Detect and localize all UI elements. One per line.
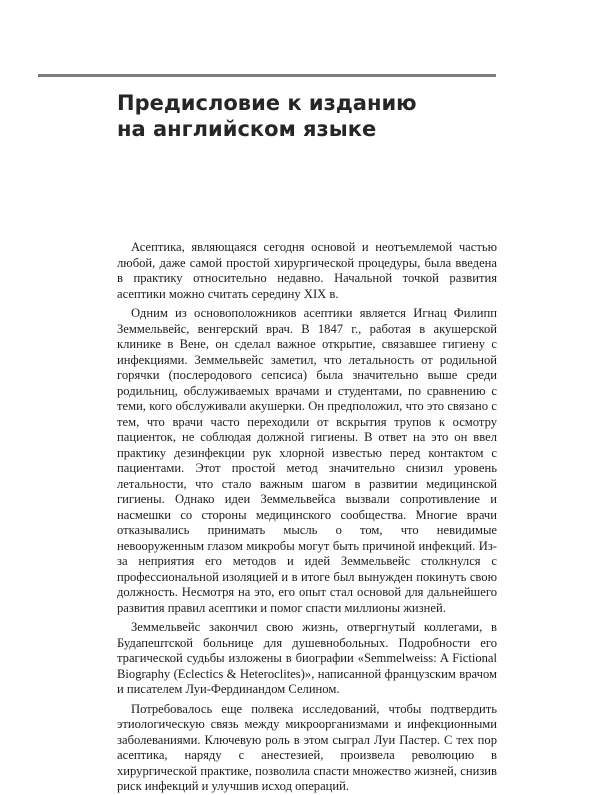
body-text <box>117 240 497 795</box>
paragraph-4: Потребовалось еще полвека исследований, чтобы подтвердить этиологическую связь между микроорганизмами и инфекционными заболеваниями. Ключевую роль в этом сыграл Луи Пастер. С тех пор асептика, наряду с анестезией, произвела революцию в хирургической практике, позволила спасти множество жизней, снизив риск инфекций и улучшив исход операций. <box>117 701 497 793</box>
paragraph-2: Одним из основоположников асептики является Игнац Филипп Земмельвейс, венгерский врач. В 1847 г., работая в акушерской клинике в Вене, он сделал важное открытие, связавшее гигиену с инфекциями. Земмельвейс заметил, что летальность от родильной горячки (послеродового сепсиса) была значительно выше среди родильниц, обслуживаемых врачами и студентами, по сравнению с теми, кого обслуживали акушерки. Он предположил, что это связано с тем, что врачи часто переходили от вскрытия трупов к осмотру пациенток, не соблюдая должной гигиены. В ответ на это он ввел практику дезинфекции рук хлорной известью перед контактом с пациентами. Этот простой метод значительно снизил уровень летальности, что стало важным шагом в развитии медицинской гигиены. Однако идеи Земмельвейса вызвали сопротивление и насмешки со стороны медицинского сообщества. Многие врачи отказывались принимать мысль о том, что невидимые невооруженным глазом микробы могут быть причиной инфекций. Из-за неприятия его методов и идей Земмельвейс столкнулся с профессиональной изоляцией и в итоге был вынужден покинуть свою должность. Несмотря на это, его опыт стал основой для дальнейшего развития правил асептики и помог спасти миллионы жизней. <box>117 306 497 615</box>
paragraph-3: Земмельвейс закончил свою жизнь, отвергнутый коллегами, в Будапештской больнице для душевнобольных. Подробности его трагической судьбы изложены в биографии «Semmelweiss: A Fictional Biography (Eclectics & Heteroclites)», написанной французским врачом и писателем Луи-Фердинандом Селином. <box>117 620 497 696</box>
header-rule <box>38 74 496 77</box>
chapter-title-line-1: Предисловие к изданию <box>117 91 417 115</box>
paragraph-1: Асептика, являющаяся сегодня основой и неотъемлемой частью любой, даже самой простой хирургической процедуры, была введена в практику относительно недавно. Начальной точкой развития асептики можно считать середину XIX в. <box>117 240 497 301</box>
chapter-title-line-2: на английском языке <box>117 117 377 141</box>
chapter-title <box>117 90 497 142</box>
